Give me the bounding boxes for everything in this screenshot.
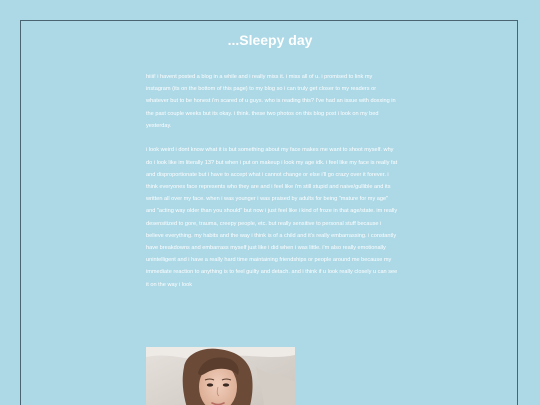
post-body [146,71,398,291]
selfie-photo-image [146,347,295,405]
post-paragraph: hiiii! i havent posted a blog in a while and i really miss it. i miss all of u. i promised to link my instagram (its on the bottom of this page) to my blog so i can truly get closer to my readers or whatever but to be honest i'm scared of u guys. who is reading this? I've had an issue with doxxing in the past couple weeks but its okay. i think. these two photos on this blog post i look on my bed yesterday. [146,74,396,129]
post-title: ...Sleepy day [227,32,313,48]
post-paragraph: i look weird i dont know what it is but something about my face makes me want to shoot myself. why do i look like im literally 13? but when i put on makeup i look my age idk. i feel like my face is really fat and disproportionate but i have to accept what i cannot change or else i'll go crazy over it forever. i think everyones face represents who they are and i feel like i'm still stupid and naive/gullible and its written all over my face. when i was younger i was praised by adults for being "mature for my age" and "acting way older than you should" but now i just feel like i kind of froze in that age/state. im really desensitized to gore, trauma, creepy people, etc. but really sensitive to personal stuff because i believe everything. my habits and the way i think is of a child and it's really embarrassing. i constantly have breakdowns and embarrass myself just like i did when i was little. i'm also really emotionally unintelligent and i have a really hard time maintaining friendships or people around me because my immediate reaction to anything is to feel guilty and detach. and i think if u look really closely u can see it on the way i look [146,147,398,288]
selfie-photo [146,347,295,405]
